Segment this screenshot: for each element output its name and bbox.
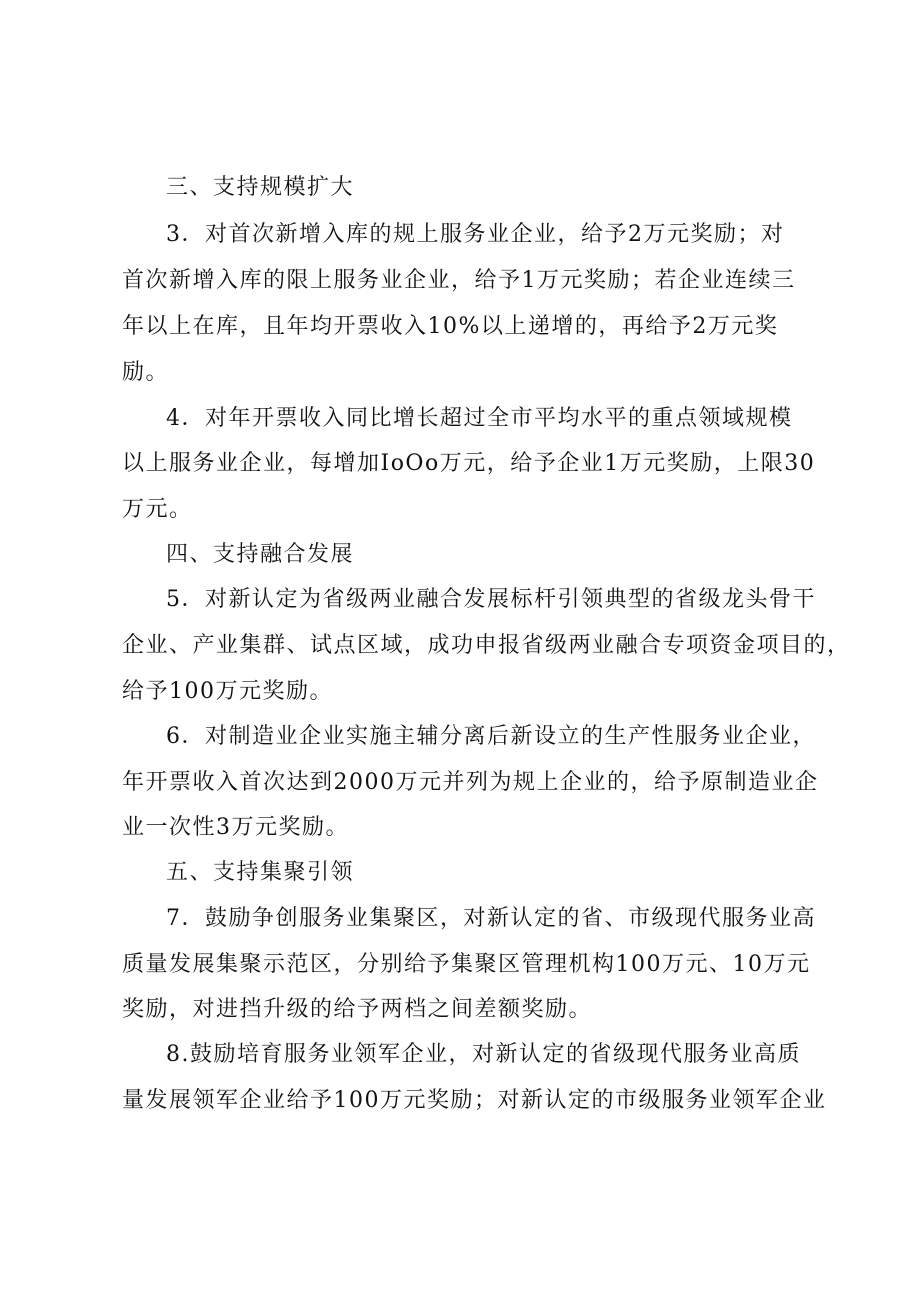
- section-heading-4: 四、支持融合发展: [166, 542, 355, 567]
- item-7-line-1: 7．鼓励争创服务业集聚区，对新认定的省、市级现代服务业高: [166, 906, 816, 931]
- section-heading-5: 五、支持集聚引领: [166, 860, 355, 885]
- item-5-line-3: 给予100万元奖励。: [122, 679, 333, 704]
- item-8-line-2: 量发展领军企业给予100万元奖励；对新认定的市级服务业领军企业: [122, 1088, 827, 1113]
- item-6-line-1: 6．对制造业企业实施主辅分离后新设立的生产性服务业企业，: [166, 724, 816, 749]
- item-5-line-1: 5．对新认定为省级两业融合发展标杆引领典型的省级龙头骨干: [166, 587, 816, 612]
- item-4-line-1: 4．对年开票收入同比增长超过全市平均水平的重点领域规模: [166, 406, 793, 431]
- item-5-line-2: 企业、产业集群、试点区域，成功申报省级两业融合专项资金项目的，: [122, 633, 851, 658]
- item-3-line-4: 励。: [122, 360, 170, 385]
- item-3-line-3: 年以上在库，且年均开票收入10%以上递增的，再给予2万元奖: [122, 314, 779, 339]
- item-3-line-1: 3．对首次新增入库的规上服务业企业，给予2万元奖励；对: [166, 222, 785, 247]
- item-7-line-2: 质量发展集聚示范区，分别给予集聚区管理机构100万元、10万元: [122, 952, 811, 977]
- item-8-line-1: 8.鼓励培育服务业领军企业，对新认定的省级现代服务业高质: [166, 1042, 801, 1067]
- item-4-line-2: 以上服务业企业，每增加IoOo万元，给予企业1万元奖励，上限30: [122, 451, 816, 476]
- item-6-line-3: 业一次性3万元奖励。: [122, 815, 349, 840]
- item-3-line-2: 首次新增入库的限上服务业企业，给予1万元奖励；若企业连续三: [122, 268, 796, 293]
- item-4-line-3: 万元。: [122, 497, 193, 522]
- section-heading-3: 三、支持规模扩大: [166, 175, 355, 200]
- item-7-line-3: 奖励，对进挡升级的给予两档之间差额奖励。: [122, 997, 593, 1022]
- item-6-line-2: 年开票收入首次达到2000万元并列为规上企业的，给予原制造业企: [122, 770, 819, 795]
